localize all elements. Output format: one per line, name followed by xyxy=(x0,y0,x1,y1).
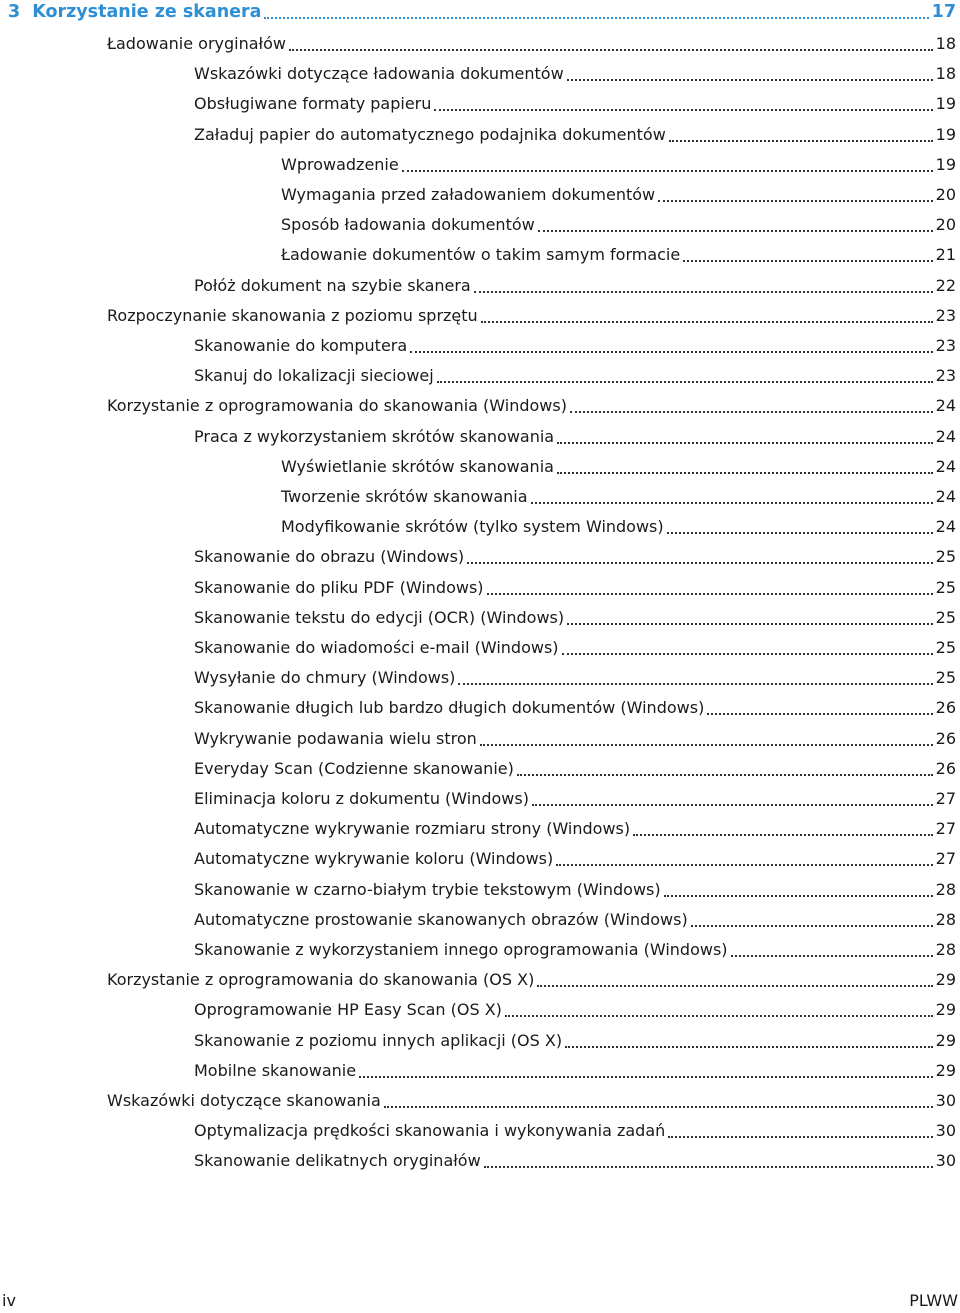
toc-entry-title: Korzystanie z oprogramowania do skanowania (Windows) xyxy=(107,396,567,416)
toc-entry[interactable] xyxy=(194,271,956,301)
dot-leader xyxy=(487,593,933,595)
toc-entry-page-number: 25 xyxy=(935,668,956,688)
toc-entry-title: Rozpoczynanie skanowania z poziomu sprzętu xyxy=(107,305,478,325)
footer-page-label: iv xyxy=(2,1291,16,1310)
dot-leader xyxy=(467,562,932,564)
toc-entry-page-number: 20 xyxy=(935,185,956,204)
toc-entry-title: Modyfikowanie skrótów (tylko system Windows) xyxy=(281,517,664,537)
toc-entry-title: Skanowanie do wiadomości e-mail (Windows) xyxy=(194,638,559,657)
toc-entry-page-number: 19 xyxy=(935,94,956,114)
toc-entry-title: Skanowanie długich lub bardzo długich dokumentów (Windows) xyxy=(194,698,705,718)
toc-entry-title: Tworzenie skrótów skanowania xyxy=(281,487,528,506)
toc-entry[interactable] xyxy=(194,995,956,1025)
toc-entry[interactable] xyxy=(194,754,956,784)
toc-entry-page-number: 26 xyxy=(935,728,956,748)
dot-leader xyxy=(434,109,932,111)
toc-entry-page-number: 28 xyxy=(935,940,956,959)
toc-entry-page-number: 28 xyxy=(935,909,956,929)
toc-entry-title: Skanuj do lokalizacji sieciowej xyxy=(194,366,434,386)
toc-entry-title: Wskazówki dotyczące ładowania dokumentów xyxy=(194,64,564,84)
toc-entry-title: Ładowanie oryginałów xyxy=(107,34,286,53)
toc-entry-page-number: 26 xyxy=(935,698,956,718)
toc-entry-page-number: 23 xyxy=(935,305,956,325)
toc-entry[interactable] xyxy=(194,905,956,935)
page-footer xyxy=(0,1289,960,1313)
dot-leader xyxy=(667,532,933,534)
toc-entry-page-number: 27 xyxy=(935,849,956,869)
toc-entry-page-number: 29 xyxy=(935,970,956,990)
dot-leader xyxy=(505,1015,933,1017)
toc-entry[interactable] xyxy=(194,89,956,119)
toc-entry[interactable] xyxy=(194,59,956,89)
toc-entry-title: Wskazówki dotyczące skanowania xyxy=(107,1091,381,1110)
dot-leader xyxy=(517,774,933,776)
toc-entry[interactable] xyxy=(107,1086,956,1116)
dot-leader xyxy=(484,1166,933,1168)
dot-leader xyxy=(480,744,933,746)
toc-entry-page-number: 21 xyxy=(935,245,956,265)
toc-entry-page-number: 20 xyxy=(935,215,956,235)
toc-entry[interactable] xyxy=(107,301,956,331)
toc-entry[interactable] xyxy=(194,1056,956,1086)
toc-entry-page-number: 24 xyxy=(935,396,956,416)
toc-entry[interactable] xyxy=(194,875,956,905)
toc-entry-title: Skanowanie do komputera xyxy=(194,336,408,355)
toc-entry-title: Ładowanie dokumentów o takim samym formacie xyxy=(281,245,681,265)
toc-entry-page-number: 29 xyxy=(935,1030,956,1050)
toc-entry-title: Wyświetlanie skrótów skanowania xyxy=(281,456,554,476)
toc-entry-title: Automatyczne prostowanie skanowanych obrazów (Windows) xyxy=(194,909,688,929)
toc-entry-title: Everyday Scan (Codzienne skanowanie) xyxy=(194,758,514,778)
toc-entry[interactable] xyxy=(281,512,956,542)
toc-entry-page-number: 24 xyxy=(935,456,956,476)
chapter-number: 3 xyxy=(8,2,21,22)
toc-entry[interactable] xyxy=(194,361,956,391)
toc-entry-title: Automatyczne wykrywanie rozmiaru strony (Windows) xyxy=(194,819,631,839)
dot-leader xyxy=(567,79,933,81)
toc-entry[interactable] xyxy=(107,29,956,59)
chapter-title: Korzystanie ze skanera xyxy=(32,2,262,22)
dot-leader xyxy=(557,442,933,444)
dot-leader xyxy=(707,713,932,715)
toc-entry-page-number: 25 xyxy=(935,607,956,627)
toc-entry[interactable] xyxy=(281,482,956,512)
toc-entry-page-number: 23 xyxy=(935,336,956,355)
chapter-heading[interactable] xyxy=(8,0,956,24)
toc-entry[interactable] xyxy=(194,814,956,844)
toc-entry-title: Wykrywanie podawania wielu stron xyxy=(194,728,477,748)
toc-entry-title: Wymagania przed załadowaniem dokumentów xyxy=(281,185,656,204)
toc-entry-page-number: 30 xyxy=(935,1091,956,1110)
dot-leader xyxy=(669,140,933,142)
dot-leader xyxy=(531,502,933,504)
toc-entry[interactable] xyxy=(194,422,956,452)
toc-entry[interactable] xyxy=(194,784,956,814)
toc-entry-title: Skanowanie z poziomu innych aplikacji (OS X) xyxy=(194,1030,563,1050)
toc-entry-page-number: 18 xyxy=(935,64,956,84)
toc-entry[interactable] xyxy=(194,633,956,663)
toc-entry-title: Skanowanie do obrazu (Windows) xyxy=(194,547,465,567)
toc-entry-page-number: 23 xyxy=(935,366,956,386)
toc-entry[interactable] xyxy=(281,180,956,210)
toc-entry-page-number: 19 xyxy=(935,154,956,174)
toc-entry-page-number: 25 xyxy=(935,577,956,597)
toc-entry[interactable] xyxy=(281,240,956,270)
dot-leader xyxy=(658,200,933,202)
toc-entry-page-number: 24 xyxy=(935,487,956,506)
toc-entry[interactable] xyxy=(281,452,956,482)
dot-leader xyxy=(537,985,932,987)
dot-leader xyxy=(532,804,933,806)
dot-leader xyxy=(538,230,933,232)
toc-entry-title: Skanowanie do pliku PDF (Windows) xyxy=(194,577,484,597)
dot-leader xyxy=(683,260,932,262)
toc-entry-title: Wysyłanie do chmury (Windows) xyxy=(194,668,456,688)
footer-doc-code: PLWW xyxy=(909,1291,958,1310)
toc-entry-page-number: 24 xyxy=(935,426,956,446)
dot-leader xyxy=(731,955,933,957)
toc-entry-title: Sposób ładowania dokumentów xyxy=(281,215,535,235)
toc-entry[interactable] xyxy=(107,965,956,995)
dot-leader xyxy=(567,623,933,625)
toc-entry-title: Mobilne skanowanie xyxy=(194,1060,357,1080)
toc-entry[interactable] xyxy=(194,663,956,693)
toc-entry-page-number: 25 xyxy=(935,638,956,657)
toc-entry-page-number: 27 xyxy=(935,819,956,839)
toc-entry[interactable] xyxy=(194,1146,956,1176)
toc-entry-page-number: 18 xyxy=(935,34,956,53)
dot-leader xyxy=(570,411,933,413)
toc-entry-title: Praca z wykorzystaniem skrótów skanowania xyxy=(194,426,555,446)
toc-entry-page-number: 28 xyxy=(935,879,956,899)
toc-entry-title: Optymalizacja prędkości skanowania i wykonywania zadań xyxy=(194,1121,666,1141)
toc-entry-page-number: 19 xyxy=(935,124,956,144)
toc-entry[interactable] xyxy=(194,935,956,965)
toc-entry-page-number: 22 xyxy=(935,275,956,295)
toc-entry[interactable] xyxy=(281,210,956,240)
toc-entry-title: Połóż dokument na szybie skanera xyxy=(194,275,471,295)
toc-entry-page-number: 29 xyxy=(935,1060,956,1080)
dot-leader xyxy=(664,895,933,897)
dot-leader xyxy=(668,1136,932,1138)
toc-entry-page-number: 29 xyxy=(935,1000,956,1020)
toc-entry-title: Skanowanie tekstu do edycji (OCR) (Windows) xyxy=(194,607,565,627)
dot-leader xyxy=(359,1076,933,1078)
dot-leader xyxy=(691,925,933,927)
toc-entry[interactable] xyxy=(194,693,956,723)
toc-entry-title: Wprowadzenie xyxy=(281,154,399,174)
toc-entry[interactable] xyxy=(107,391,956,421)
dot-leader xyxy=(289,49,933,51)
toc-entry[interactable] xyxy=(194,1026,956,1056)
toc-entry-page-number: 27 xyxy=(935,789,956,808)
dot-leader xyxy=(556,864,932,866)
toc-entry-page-number: 26 xyxy=(935,758,956,778)
dot-leader xyxy=(402,170,933,172)
toc-entry-title: Korzystanie z oprogramowania do skanowania (OS X) xyxy=(107,970,535,990)
chapter-page-number: 17 xyxy=(931,2,956,22)
toc-entry-page-number: 25 xyxy=(935,547,956,567)
toc-entry[interactable] xyxy=(194,573,956,603)
toc-entry-title: Oprogramowanie HP Easy Scan (OS X) xyxy=(194,1000,502,1020)
toc-entry-title: Skanowanie z wykorzystaniem innego oprogramowania (Windows) xyxy=(194,940,728,959)
toc-entry[interactable] xyxy=(194,724,956,754)
dot-leader xyxy=(264,17,928,19)
dot-leader xyxy=(557,472,933,474)
toc-entry[interactable] xyxy=(194,120,956,150)
dot-leader xyxy=(633,834,933,836)
toc-entry[interactable] xyxy=(194,542,956,572)
toc-entry[interactable] xyxy=(194,844,956,874)
dot-leader xyxy=(384,1106,933,1108)
toc-entry-title: Automatyczne wykrywanie koloru (Windows) xyxy=(194,849,554,869)
dot-leader xyxy=(458,683,932,685)
toc-entry[interactable] xyxy=(194,603,956,633)
toc-entry-title: Skanowanie delikatnych oryginałów xyxy=(194,1151,481,1171)
toc-entry-title: Obsługiwane formaty papieru xyxy=(194,94,432,114)
toc-entry-title: Eliminacja koloru z dokumentu (Windows) xyxy=(194,789,529,808)
toc-entry-page-number: 30 xyxy=(935,1121,956,1141)
toc-entry[interactable] xyxy=(281,150,956,180)
dot-leader xyxy=(565,1046,933,1048)
dot-leader xyxy=(437,381,933,383)
toc-entry[interactable] xyxy=(194,331,956,361)
dot-leader xyxy=(410,351,932,353)
toc-entry-page-number: 24 xyxy=(935,517,956,537)
toc-entry[interactable] xyxy=(194,1116,956,1146)
toc-entry-title: Skanowanie w czarno-białym trybie tekstowym (Windows) xyxy=(194,879,661,899)
toc-entry-page-number: 30 xyxy=(935,1151,956,1171)
dot-leader xyxy=(562,653,933,655)
dot-leader xyxy=(481,321,933,323)
toc-entry-title: Załaduj papier do automatycznego podajnika dokumentów xyxy=(194,124,666,144)
dot-leader xyxy=(474,291,933,293)
